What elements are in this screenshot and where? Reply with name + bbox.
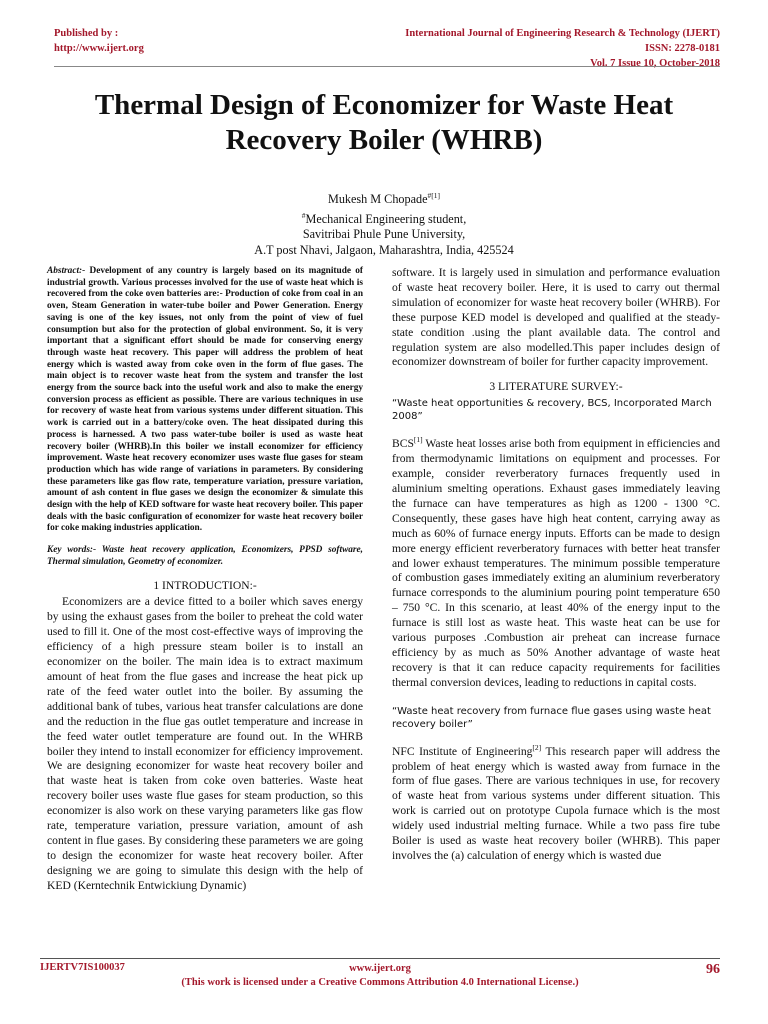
affiliation-address: A.T post Nhavi, Jalgaon, Maharashtra, India, 425524 bbox=[254, 242, 514, 257]
bcs-text: Waste heat losses arise both from equipment in efficiencies and from thermodynamic limitations on equipment and processes. For example, consider reverberatory furnaces frequently used in aluminium smelting operations. Exhaust gases immediately leaving the furnace can have temperatures as high as 1200 - 1300 °C. Consequently, these gases have high heat content, carrying away as much as 60% of furnace energy inputs. Efforts can be made to design more energy efficient reverberatory furnaces with better heat transfer and lower exhaust temperatures. The minimum possible temperature of combustion gases immediately exiting an aluminium reverberatory furnace corresponds to the aluminium pouring point temperature 650 – 750 °C. In this scenario, at least 40% of the energy input to the furnace is still lost as waste heat. This waste heat can be use for various purposes .Combustion air preheat can increase furnace efficiency by as much as 50% Another advantage of waste heat recovery is that it can reduce capacity requirements for facilities thermal conversion devices, leading to reductions in capital costs. bbox=[392, 437, 720, 689]
footer-license: (This work is licensed under a Creative Commons Attribution 4.0 International License.) bbox=[181, 977, 579, 988]
published-by-label: Published by : bbox=[54, 28, 119, 39]
bcs-name: BCS bbox=[392, 437, 414, 451]
nfc-citation: [2] bbox=[532, 742, 542, 752]
survey-quote-1: “Waste heat opportunities & recovery, BCS, Incorporated March 2008” bbox=[392, 398, 712, 423]
right-column bbox=[392, 266, 720, 864]
affiliation-department: Mechanical Engineering student, bbox=[305, 211, 467, 226]
header-right bbox=[405, 26, 720, 71]
intro-paragraph: Economizers are a device fitted to a boiler which saves energy by using the exhaust gases from the boiler to preheat the cold water used to fill it. One of the most cost-effective ways of improving the efficiency of a high pressure steam boiler is to install an economizer on the boiler. The main idea is to extract maximum amount of heat from the flue gases and increase the heat pick up rate of the feed water outlet into the boiler. By assuming the additional bank of tubes, various heat transfer calculations are done and the reduction in the flue gas outlet temperature and increase in the feed water outlet temperature are found out. In the WHRB boiler they intend to install economizer for efficiency improvement. We are designing economizer for waste heat recovery boiler and that waste heat is taken from coke oven batteries. Waste heat recovery boiler uses waste flue gases for steam production, so this economizer is also work on these varying parameters like gas flow rate, temperature variation, pressure variation, amount of ash content in flue gases. By considering these parameters we are going to design the economizer for waste heat recovery boiler. After designing we are going to simulate this design with the help of KED (Kerntechnik Entwickiung Dynamic) bbox=[47, 595, 363, 892]
footer-paper-id: IJERTV7IS100037 bbox=[40, 962, 125, 973]
nfc-text: This research paper will address the problem of heat energy which is wasted away from furnace in the form of flue gases. There are various techniques in use, for recovery of waste heat from various systems under different situation. This work is carried out on prototype Cupola furnace which is the most widely used industrial melting furnace. While a two pass fire tube Boiler is used as waste heat recovery boiler (WHRB). This paper involves the (a) calculation of energy which is wasted due bbox=[392, 744, 720, 862]
nfc-paragraph bbox=[392, 742, 720, 864]
volume-issue: Vol. 7 Issue 10, October-2018 bbox=[590, 58, 720, 69]
journal-name: International Journal of Engineering Research & Technology (IJERT) bbox=[405, 28, 720, 39]
intro-continued-paragraph: software. It is largely used in simulation and performance evaluation of waste heat recovery boiler. Here, it is used to carry out thermal simulation of economizer for waste heat recovery boiler (WHRB). For these purpose KED model is developed and qualified at the steady-state condition .using the plant available data. The control and regulation system are also modelled.This paper includes design of economizer downstream of boiler for further capacity improvement. bbox=[392, 266, 720, 369]
literature-survey-heading: 3 LITERATURE SURVEY:- bbox=[489, 380, 623, 394]
issn: ISSN: 2278-0181 bbox=[645, 43, 720, 54]
publisher-url-link[interactable]: http://www.ijert.org bbox=[54, 43, 144, 54]
author-block bbox=[0, 188, 768, 258]
bcs-citation: [1] bbox=[413, 435, 423, 445]
footer-url-link[interactable]: www.ijert.org bbox=[349, 963, 411, 974]
survey-quote-2: “Waste heat recovery from furnace flue gases using waste heat recovery boiler” bbox=[392, 705, 711, 730]
footer-divider bbox=[40, 958, 720, 959]
footer-center bbox=[40, 962, 720, 990]
author-name: Mukesh M Chopade bbox=[327, 192, 428, 207]
affiliation-superscript: # bbox=[301, 210, 306, 220]
header-left bbox=[54, 26, 144, 56]
intro-heading: 1 INTRODUCTION:- bbox=[153, 578, 257, 592]
author-superscript: #[1] bbox=[427, 191, 441, 200]
page-footer bbox=[40, 962, 720, 1002]
paper-title: Thermal Design of Economizer for Waste Heat Recovery Boiler (WHRB) bbox=[94, 89, 674, 156]
abstract-text: Development of any country is largely based on its magnitude of industrial growth. Various processes involved for the use of waste heat which is recovered from the coke oven batteries are:- Production of coke from coal in an oven, Steam Generation in water-tube boiler and Power Generation. Energy saving is one of the key issues, not only from the point of view of fuel consumption but also for the protection of global environment. So, it is very important that a significant effort should be made for conserving energy through waste heat recovery. This paper will address the problem of heat energy which is wasted away from coke oven in the form of flue gases. The main object is to recover waste heat from the system and transfer the lost energy from the source back into the useful work and also to make the energy conversion process as efficient as possible. There are various techniques in use for recovery of waste heat from various systems under different situation. This work is carried out in a battery/coke oven. The heat dissipated during this process is harnessed. A two pass water-tube boiler is used as waste heat recovery boiler (WHRB).In this boiler we install economizer for efficiency improvement. Waste heat recovery economizer uses waste flue gases for steam production which has wide range of variations in parameters. By considering these parameters like gas flow rate, temperature variation, pressure variation, amount of ash content in flue gases we design the economizer & simulate this design with the help of KED software for waste heat recovery boiler. This paper deals with the basic configuration of economizer for waste heat recovery boiler for coke making industries application. bbox=[47, 266, 363, 534]
keywords: Key words:- Waste heat recovery application, Economizers, PPSD software, Thermal simulation, Geometry of economizer. bbox=[47, 545, 363, 567]
affiliation-university: Savitribai Phule Pune University, bbox=[302, 227, 466, 242]
abstract bbox=[47, 266, 363, 535]
left-column bbox=[47, 266, 363, 894]
author-line bbox=[0, 188, 768, 208]
header-divider bbox=[54, 66, 720, 67]
page-number: 96 bbox=[706, 962, 720, 977]
abstract-label: Abstract:- bbox=[47, 266, 86, 276]
nfc-name: NFC Institute of Engineering bbox=[392, 744, 533, 758]
affiliation-line-1 bbox=[0, 208, 768, 228]
page-header bbox=[54, 26, 720, 76]
bcs-paragraph bbox=[392, 437, 720, 690]
